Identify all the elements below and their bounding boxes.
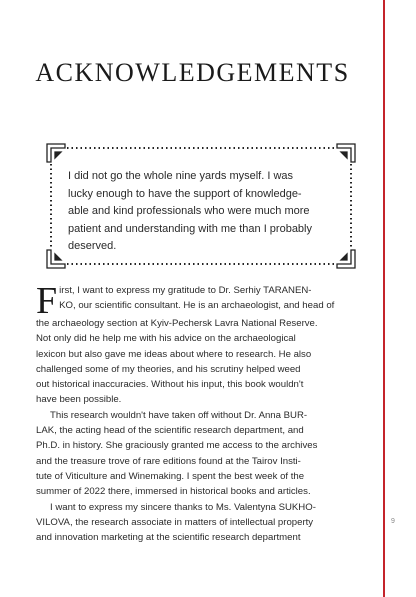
quote-line: lucky enough to have the support of knowledge- — [68, 187, 302, 200]
quote-line: I did not go the whole nine yards myself. I was — [68, 170, 294, 182]
body-line: the archaeology section at Kyiv-Pechersk Lavra National Reserve. — [36, 318, 318, 329]
body-line: This research wouldn't have taken off without Dr. Anna BUR- — [50, 409, 308, 421]
body-line: and innovation marketing at the scientific research department — [36, 532, 301, 544]
body-line: I want to express my sincere thanks to Ms. Valentyna SUKHO- — [50, 501, 316, 513]
body-line: summer of 2022 there, immersed in historical books and articles. — [36, 486, 311, 498]
body-line: have been possible. — [36, 394, 122, 406]
quote-line: deserved. — [68, 240, 117, 252]
body-line: KO, our scientific consultant. He is an archaeologist, and head of — [59, 300, 335, 312]
page-number: 9 — [391, 518, 395, 525]
body-line: and the treasure trove of rare editions found at the Tairov Insti- — [36, 455, 301, 467]
quote-line: patient and understanding with me than I probably — [68, 222, 312, 235]
body-line: lexicon but also gave me ideas about where to research. He also — [36, 348, 312, 360]
epigraph-quote — [68, 168, 338, 256]
body-line: LAK, the acting head of the scientific research department, and — [36, 425, 304, 437]
page-title: ACKNOWLEDGEMENTS — [35, 58, 350, 87]
body-line: tute of Viticulture and Winemaking. I spent the best week of the — [36, 470, 305, 482]
body-line: out historical inaccuracies. Without his input, this book wouldn't — [36, 379, 304, 391]
drop-cap: F — [36, 280, 58, 322]
body-line: VILOVA, the research associate in matters of intellectual property — [36, 516, 314, 528]
quote-line: able and kind professionals who were much more — [68, 205, 310, 217]
body-line: irst, I want to express my gratitude to Dr. Serhiy TARANEN- — [59, 285, 312, 296]
page-edge-line — [383, 0, 385, 597]
body-text — [36, 280, 352, 545]
body-line: challenged some of my theories, and his scrutiny helped weed — [36, 363, 301, 375]
body-line: Not only did he help me with his advice on the archaeological — [36, 333, 296, 345]
body-line: Ph.D. in history. She graciously granted me access to the archives — [36, 440, 318, 452]
